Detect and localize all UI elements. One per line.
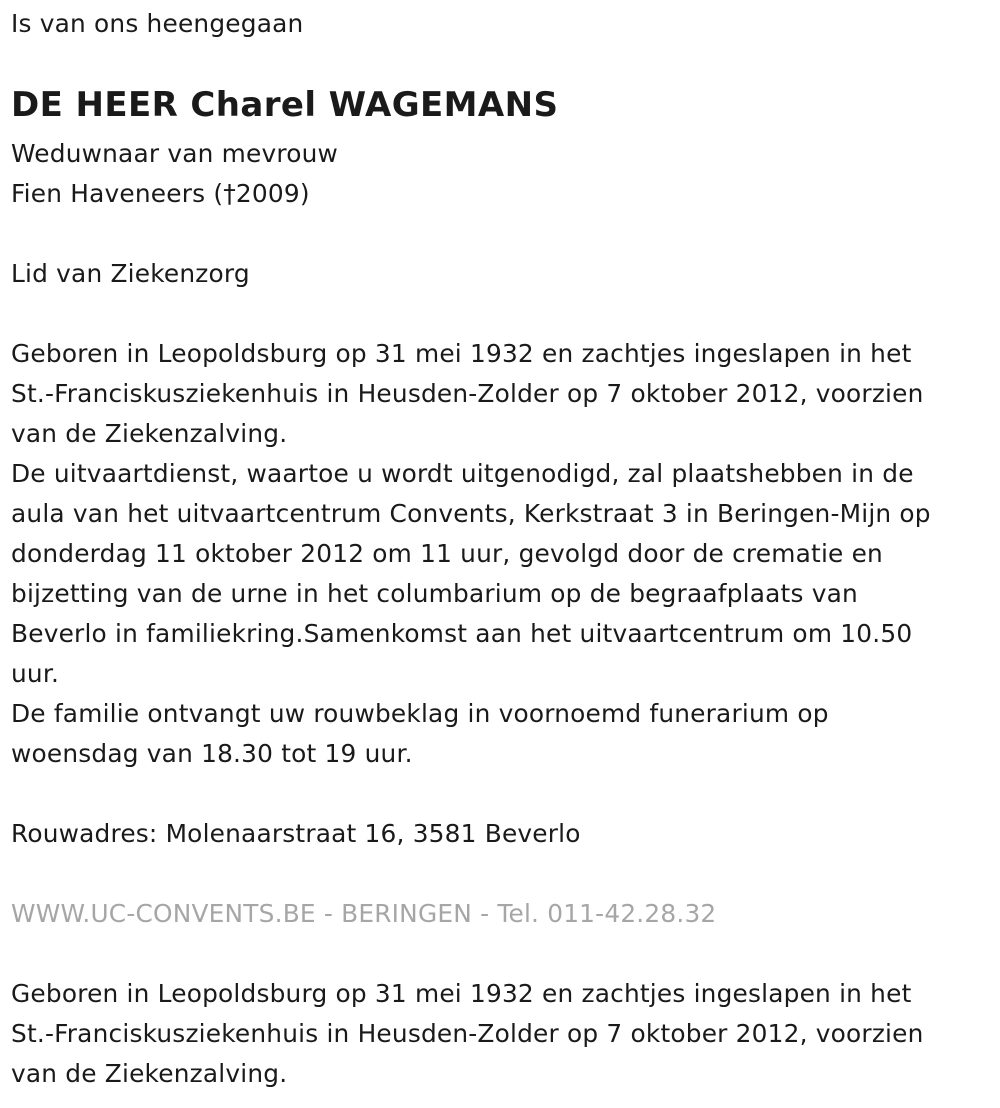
condolence-line: De familie ontvangt uw rouwbeklag in voornoemd funerarium op — [11, 699, 829, 728]
spacer — [11, 774, 996, 814]
spouse-death-year: 2009) — [235, 179, 310, 208]
birth-line: van de Ziekenzalving. — [11, 419, 288, 448]
service-line: donderdag 11 oktober 2012 om 11 uur, gevolgd door de crematie en — [11, 539, 883, 568]
membership-text: Lid van Ziekenzorg — [11, 259, 250, 288]
spacer — [11, 294, 996, 334]
intro-text: Is van ons heengegaan — [11, 9, 304, 38]
service-line: bijzetting van de urne in het columbarium op de begraafplaats van — [11, 579, 858, 608]
birth-line: Geboren in Leopoldsburg op 31 mei 1932 en zachtjes ingeslapen in het — [11, 339, 912, 368]
service-line: aula van het uitvaartcentrum Convents, Kerkstraat 3 in Beringen-Mijn op — [11, 499, 931, 528]
birth-line: St.-Franciskusziekenhuis in Heusden-Zolder op 7 oktober 2012, voorzien — [11, 379, 924, 408]
spacer — [11, 934, 996, 974]
spacer — [11, 854, 996, 894]
service-line: De uitvaartdienst, waartoe u wordt uitgenodigd, zal plaatshebben in de — [11, 459, 914, 488]
spouse-line-1: Weduwnaar van mevrouw — [11, 139, 339, 168]
cross-icon: † — [223, 179, 236, 208]
mourning-address: Rouwadres: Molenaarstraat 16, 3581 Beverlo — [11, 819, 581, 848]
repeat-birth-line: St.-Franciskusziekenhuis in Heusden-Zolder op 7 oktober 2012, voorzien — [11, 1019, 924, 1048]
funeral-home-footer: WWW.UC-CONVENTS.BE - BERINGEN - Tel. 011-42.28.32 — [11, 899, 717, 928]
spacer — [11, 214, 996, 254]
service-line: Beverlo in familiekring.Samenkomst aan het uitvaartcentrum om 10.50 — [11, 619, 913, 648]
obituary-notice — [11, 4, 996, 1094]
repeat-birth-line: Geboren in Leopoldsburg op 31 mei 1932 en zachtjes ingeslapen in het — [11, 979, 912, 1008]
spouse-line-2 — [11, 174, 996, 214]
condolence-line: woensdag van 18.30 tot 19 uur. — [11, 739, 413, 768]
spouse-name: Fien Haveneers ( — [11, 179, 224, 208]
repeat-birth-line: van de Ziekenzalving. — [11, 1059, 288, 1088]
service-line: uur. — [11, 659, 60, 688]
deceased-name: DE HEER Charel WAGEMANS — [11, 85, 559, 125]
